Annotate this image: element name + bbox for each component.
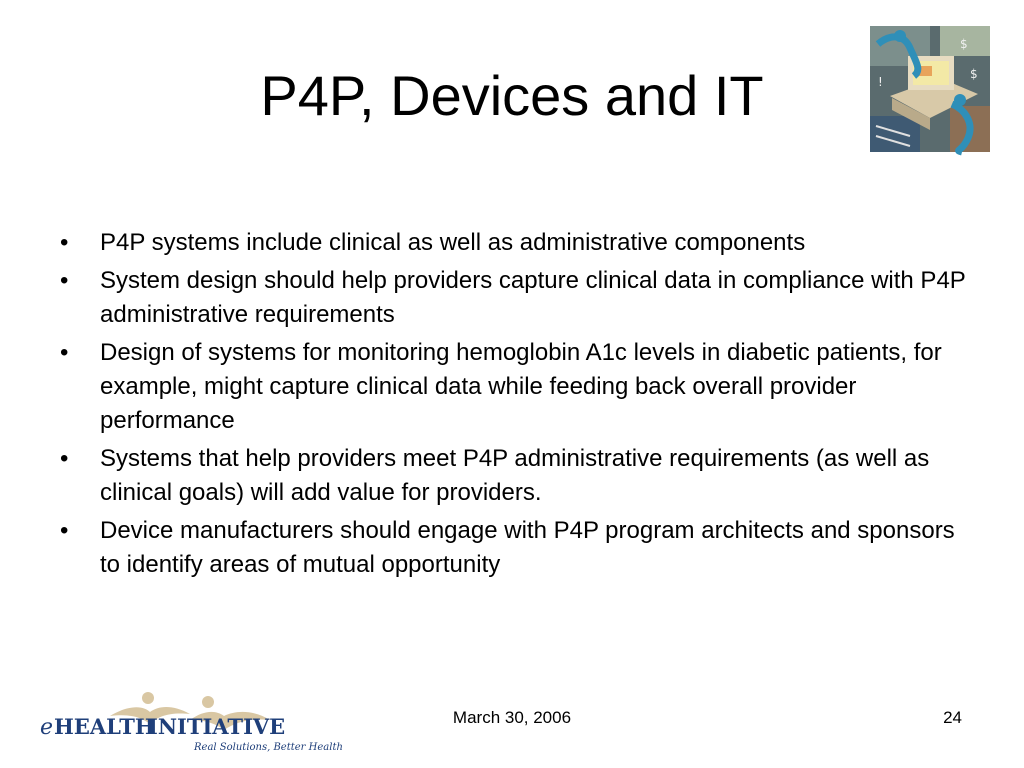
svg-text:$: $ <box>970 67 978 81</box>
bullet-item <box>56 226 976 260</box>
slide-number: 24 <box>943 708 962 727</box>
bullet-item <box>56 442 976 510</box>
bullet-glyph: • <box>60 229 69 256</box>
logo-tagline: Real Solutions, Better Health <box>194 742 343 753</box>
bullet-item <box>56 336 976 438</box>
footer-date: March 30, 2006 <box>452 708 572 727</box>
bullet-text: Design of systems for monitoring hemoglobin A1c levels in diabetic patients, for example, might capture clinical data while feeding back overall provider performance <box>100 339 942 434</box>
bullet-item <box>56 264 976 332</box>
svg-text:!: ! <box>878 75 883 89</box>
bullet-text: P4P systems include clinical as well as administrative components <box>100 229 806 256</box>
logo-name-part2: INITIATIVE <box>148 714 286 739</box>
svg-text:$: $ <box>960 37 968 51</box>
bullet-text: Systems that help providers meet P4P administrative requirements (as well as clinical goals) will add value for providers. <box>100 445 930 506</box>
bullet-text: System design should help providers capture clinical data in compliance with P4P administrative requirements <box>100 267 966 328</box>
bullet-glyph: • <box>60 517 69 544</box>
bullet-glyph: • <box>60 339 69 366</box>
bullet-text: Device manufacturers should engage with P4P program architects and sponsors to identify areas of mutual opportunity <box>100 517 955 578</box>
logo-name-part1: HEALTH <box>54 714 155 739</box>
logo-prefix: e <box>40 715 54 740</box>
bullet-glyph: • <box>60 267 69 294</box>
computer-finance-clipart-icon <box>870 26 990 152</box>
bullet-item <box>56 514 976 582</box>
bullet-glyph: • <box>60 445 69 472</box>
ehealth-initiative-logo <box>40 690 343 756</box>
slide-title: P4P, Devices and IT <box>260 64 764 127</box>
bullet-list <box>56 226 976 586</box>
